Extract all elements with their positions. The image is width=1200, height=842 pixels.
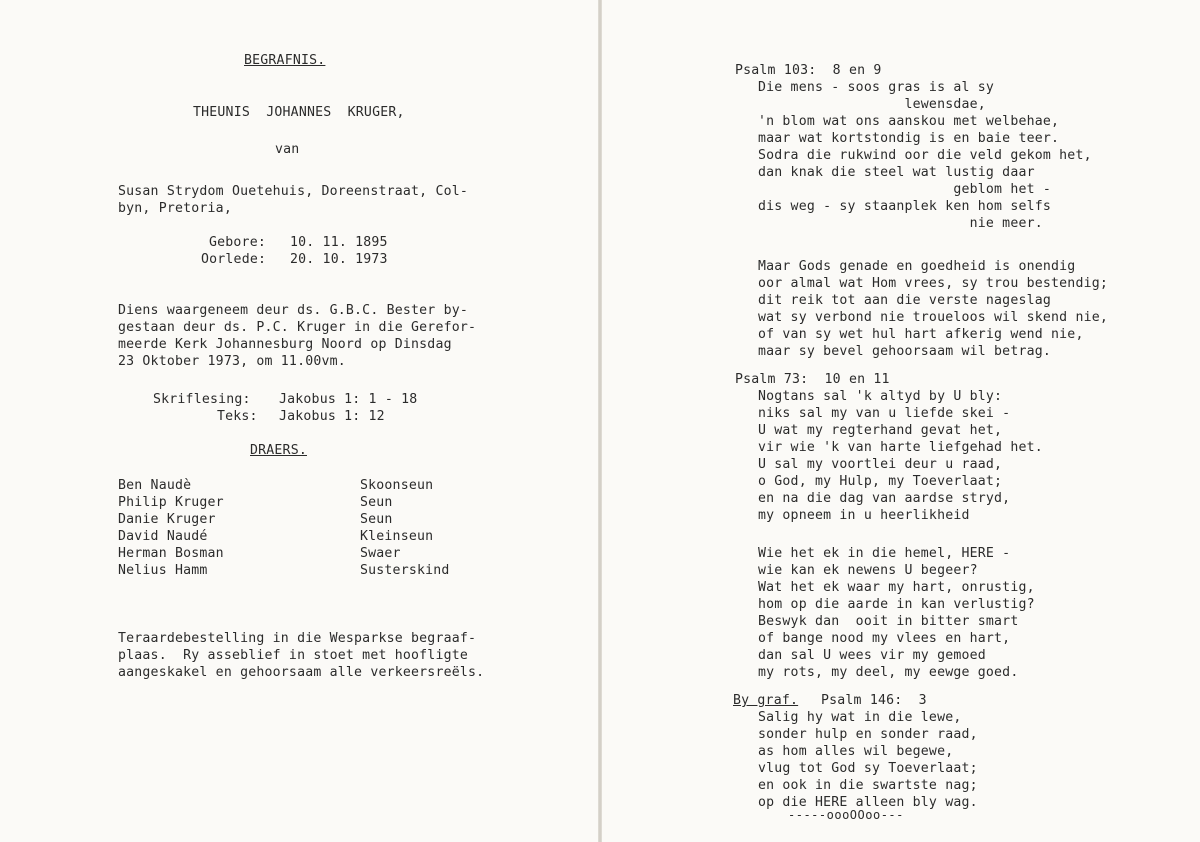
- psalm-line: sonder hulp en sonder raad,: [758, 727, 978, 742]
- psalm-line: Wat het ek waar my hart, onrustig,: [758, 580, 1035, 595]
- psalm-line: dan sal U wees vir my gemoed: [758, 648, 986, 663]
- bearer-relation: Kleinseun: [360, 529, 434, 544]
- psalm-line: maar wat kortstondig is en baie teer.: [758, 131, 1060, 146]
- service-line: 23 Oktober 1973, om 11.00vm.: [118, 354, 346, 369]
- bearer-name: Philip Kruger: [118, 495, 224, 510]
- deceased-name: THEUNIS JOHANNES KRUGER,: [193, 105, 405, 120]
- van-label: van: [275, 142, 300, 157]
- psalm-line: dan knak die steel wat lustig daar: [758, 165, 1035, 180]
- bearer-relation: Swaer: [360, 546, 401, 561]
- bearer-name: Danie Kruger: [118, 512, 216, 527]
- bearer-name: David Naudé: [118, 529, 208, 544]
- psalm-line: wie kan ek newens U begeer?: [758, 563, 978, 578]
- psalm-146-heading: Psalm 146: 3: [821, 693, 927, 708]
- psalm-line: of bange nood my vlees en hart,: [758, 631, 1011, 646]
- psalm-line: vlug tot God sy Toeverlaat;: [758, 761, 978, 776]
- psalm-line: niks sal my van u liefde skei -: [758, 406, 1011, 421]
- bearers-title: DRAERS.: [250, 443, 307, 458]
- service-line: meerde Kerk Johannesburg Noord op Dinsdag: [118, 337, 452, 352]
- burial-line: plaas. Ry asseblief in stoet met hoofligte: [118, 648, 469, 663]
- address-line-2: byn, Pretoria,: [118, 201, 232, 216]
- psalm-line: Die mens - soos gras is al sy: [758, 80, 995, 95]
- bearer-relation: Skoonseun: [360, 478, 434, 493]
- psalm-line: Wie het ek in die hemel, HERE -: [758, 546, 1011, 561]
- text-reference: Jakobus 1: 12: [279, 409, 385, 424]
- psalm-line: U wat my regterhand gevat het,: [758, 423, 1003, 438]
- psalm-line: 'n blom wat ons aanskou met welbehae,: [758, 114, 1060, 129]
- psalm-103-heading: Psalm 103: 8 en 9: [735, 63, 882, 78]
- psalm-line: maar sy bevel gehoorsaam wil betrag.: [758, 344, 1052, 359]
- psalm-line: as hom alles wil begewe,: [758, 744, 954, 759]
- bearer-relation: Susterskind: [360, 563, 450, 578]
- psalm-line: geblom het -: [758, 182, 1052, 197]
- bearer-name: Ben Naudè: [118, 478, 192, 493]
- text-label: Teks:: [217, 409, 258, 424]
- psalm-line: dis weg - sy staanplek ken hom selfs: [758, 199, 1052, 214]
- psalm-line: dit reik tot aan die verste nageslag: [758, 293, 1052, 308]
- psalm-line: lewensdae,: [758, 97, 986, 112]
- psalm-line: Nogtans sal 'k altyd by U bly:: [758, 389, 1003, 404]
- died-date: 20. 10. 1973: [290, 252, 388, 267]
- psalm-line: vir wie 'k van harte liefgehad het.: [758, 440, 1043, 455]
- bearer-relation: Seun: [360, 495, 393, 510]
- died-label: Oorlede:: [201, 252, 267, 267]
- bearer-name: Nelius Hamm: [118, 563, 208, 578]
- address-line-1: Susan Strydom Ouetehuis, Doreenstraat, Col-: [118, 184, 469, 199]
- psalm-line: o God, my Hulp, my Toeverlaat;: [758, 474, 1003, 489]
- born-date: 10. 11. 1895: [290, 235, 388, 250]
- reading-reference: Jakobus 1: 1 - 18: [279, 392, 418, 407]
- psalm-line: U sal my voortlei deur u raad,: [758, 457, 1003, 472]
- psalm-line: Salig hy wat in die lewe,: [758, 710, 962, 725]
- psalm-line: en ook in die swartste nag;: [758, 778, 978, 793]
- reading-label: Skriflesing:: [153, 392, 251, 407]
- psalm-line: my opneem in u heerlikheid: [758, 508, 970, 523]
- psalm-line: my rots, my deel, my eewge goed.: [758, 665, 1019, 680]
- right-page: [602, 0, 1200, 842]
- psalm-line: Beswyk dan ooit in bitter smart: [758, 614, 1019, 629]
- psalm-line: hom op die aarde in kan verlustig?: [758, 597, 1035, 612]
- burial-line: aangeskakel en gehoorsaam alle verkeersreëls.: [118, 665, 485, 680]
- psalm-line: op die HERE alleen bly wag.: [758, 795, 978, 810]
- psalm-line: oor almal wat Hom vrees, sy trou bestendig;: [758, 276, 1109, 291]
- ornament-line: -----oooOOoo---: [788, 808, 904, 822]
- bearer-relation: Seun: [360, 512, 393, 527]
- psalm-line: wat sy verbond nie troueloos wil skend nie,: [758, 310, 1109, 325]
- psalm-line: of van sy wet hul hart afkerig wend nie,: [758, 327, 1084, 342]
- service-line: Diens waargeneem deur ds. G.B.C. Bester by-: [118, 303, 469, 318]
- grave-label: By graf.: [733, 693, 799, 708]
- left-page: [0, 0, 598, 842]
- psalm-line: en na die dag van aardse stryd,: [758, 491, 1011, 506]
- born-label: Gebore:: [209, 235, 266, 250]
- bearer-name: Herman Bosman: [118, 546, 224, 561]
- psalm-line: nie meer.: [758, 216, 1043, 231]
- document-title: BEGRAFNIS.: [244, 53, 326, 68]
- psalm-line: Maar Gods genade en goedheid is onendig: [758, 259, 1076, 274]
- burial-line: Teraardebestelling in die Wesparkse begraaf-: [118, 631, 477, 646]
- service-line: gestaan deur ds. P.C. Kruger in die Gerefor-: [118, 320, 477, 335]
- psalm-line: Sodra die rukwind oor die veld gekom het,: [758, 148, 1092, 163]
- psalm-73-heading: Psalm 73: 10 en 11: [735, 372, 890, 387]
